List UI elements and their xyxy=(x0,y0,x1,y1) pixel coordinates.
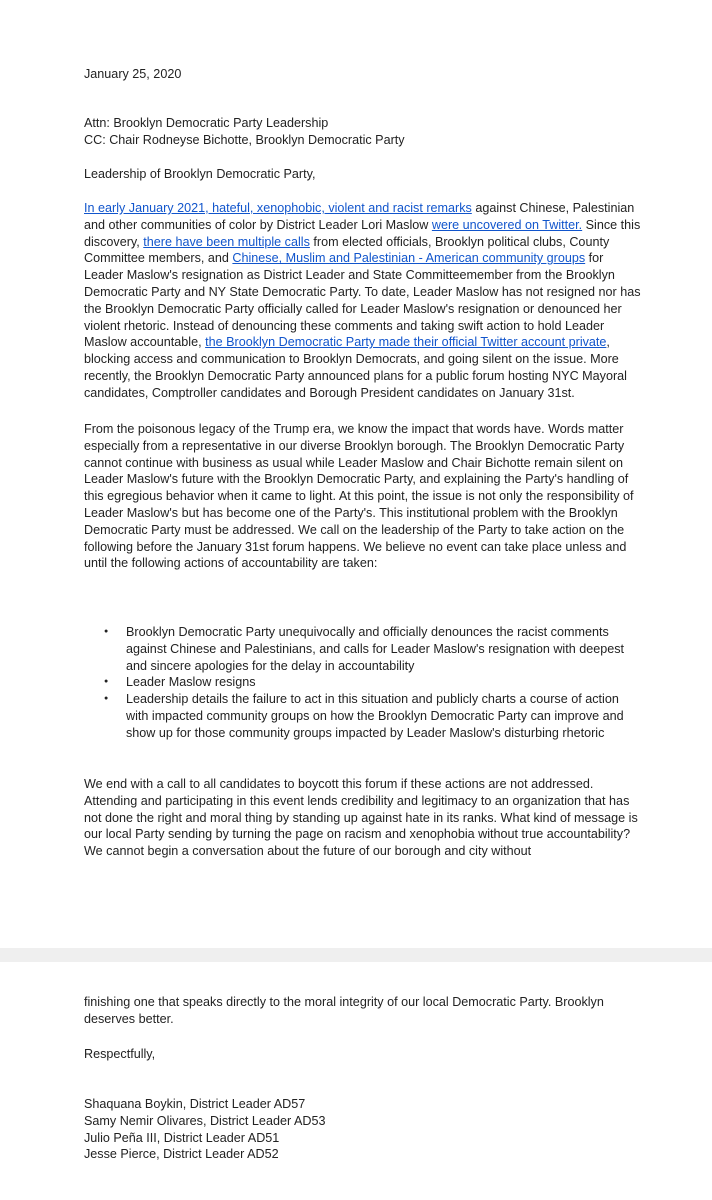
demand-item-leadership: ● Leadership details the failure to act in this situation and publicly charts a course of action with impacted community groups on how the Brooklyn Democratic Party can improve and show up for those community groups impacted by Leader Maslow's disturbing rhetoric xyxy=(84,691,629,741)
signatory: Samy Nemir Olivares, District Leader AD53 xyxy=(84,1113,326,1128)
paragraph-3-continued: finishing one that speaks directly to the moral integrity of our local Democratic Party. Brooklyn deserves better. xyxy=(84,995,604,1026)
closing: Respectfully, xyxy=(84,1047,156,1061)
demand-item-resign: ● Leader Maslow resigns xyxy=(84,674,629,691)
demand-item-denounce: ● Brooklyn Democratic Party unequivocally and officially denounces the racist comments against Chinese and Palestinians, and calls for Leader Maslow's resignation with deepest and sincere apologies for the delay in accountability xyxy=(84,624,629,674)
p1-text-3: from elected officials, Brooklyn political clubs, County Committee members, and xyxy=(84,234,610,266)
attn-line: Attn: Brooklyn Democratic Party Leadership xyxy=(84,116,329,130)
link-community-groups[interactable]: Chinese, Muslim and Palestinian - American community groups xyxy=(232,251,586,266)
letter-date: January 25, 2020 xyxy=(84,67,182,81)
p1-text-4: for Leader Maslow's resignation as District Leader and State Committeemember from the Brooklyn Democratic Party and NY State Democratic Party. To date, Leader Maslow has not resigned nor has the Brooklyn Democratic Party officially called for Leader Maslow's resignation or denounced her violent rhetoric. Instead of denouncing these comments and taking swift action to hold Leader Maslow accountable, xyxy=(84,251,641,350)
p1-text-1: against Chinese, Palestinian and other communities of color by District Leader Lori Maslow xyxy=(84,201,635,232)
link-uncovered-on-twitter[interactable]: were uncovered on Twitter. xyxy=(431,217,583,232)
cc-line: CC: Chair Rodneyse Bichotte, Brooklyn Democratic Party xyxy=(84,133,405,147)
signatory: Jesse Pierce, District Leader AD52 xyxy=(84,1147,279,1162)
paragraph-3: We end with a call to all candidates to boycott this forum if these actions are not addressed. Attending and participating in this event lends credibility and legitimacy to an organization that has not done the right and moral thing by standing up against hate in its ranks. What kind of message is our local Party sending by turning the page on racism and xenophobia without true accountability? We cannot begin a conversation about the future of our borough and city without xyxy=(84,777,638,859)
link-multiple-calls[interactable]: there have been multiple calls xyxy=(143,234,310,249)
signatory: Shaquana Boykin, District Leader AD57 xyxy=(84,1097,306,1111)
demands-list xyxy=(84,624,629,742)
salutation: Leadership of Brooklyn Democratic Party, xyxy=(84,167,316,181)
paragraph-2: From the poisonous legacy of the Trump era, we know the impact that words have. Words matter especially from a representative in our diverse Brooklyn borough. The Brooklyn Democratic Party cannot continue with business as usual while Leader Maslow and Chair Bichotte remain silent on Leader Maslow's future with the Brooklyn Democratic Party, and explaining the Party's handling of this egregious behavior when it came to light. At this point, the issue is not only the responsibility of Leader Maslow's but has become one of the Party's. This institutional problem with the Brooklyn Democratic Party must be addressed. We call on the leadership of the Party to take action on the following before the January 31st forum happens. We believe no event can take place unless and until the following actions of accountability are taken: xyxy=(84,422,634,571)
signatories-list xyxy=(84,1096,644,1163)
paragraph-1 xyxy=(84,200,644,402)
page-break xyxy=(0,948,712,962)
p1-text-2: Since this discovery, xyxy=(84,217,641,249)
p1-text-5: , blocking access and communication to Brooklyn Democrats, and going silent on the issue. More recently, the Brooklyn Democratic Party announced plans for a public forum hosting NYC Mayoral candidates, Comptroller candidates and Borough President candidates on January 31st. xyxy=(84,335,627,400)
link-twitter-private[interactable]: the Brooklyn Democratic Party made their official Twitter account private xyxy=(205,335,607,350)
signatory: Julio Peña III, District Leader AD51 xyxy=(84,1130,280,1145)
link-remarks[interactable]: In early January 2021, hateful, xenophobic, violent and racist remarks xyxy=(84,201,472,215)
letter-page-2 xyxy=(0,962,712,1200)
